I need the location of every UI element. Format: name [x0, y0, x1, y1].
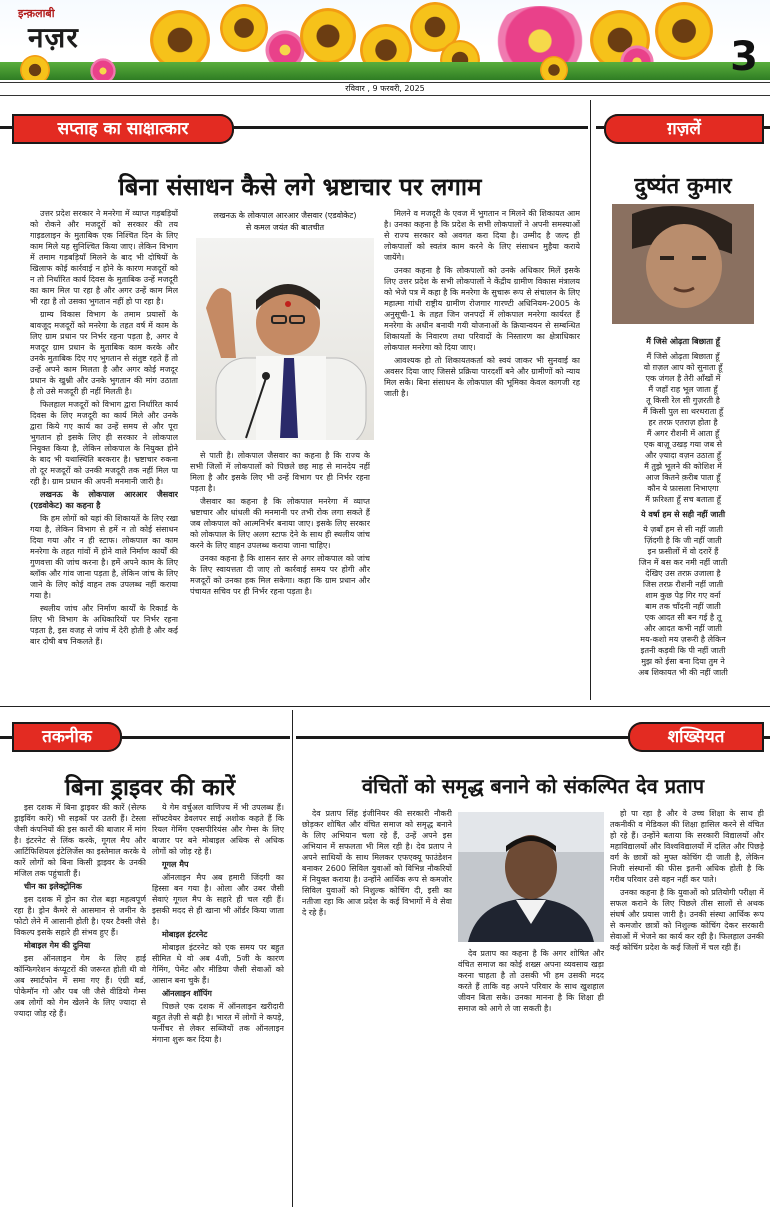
brand-tagline: इन्क़लाबी	[18, 7, 55, 20]
tech-column-2	[152, 802, 284, 1200]
poem-line: एक जंगल है तेरी आँखों में	[645, 374, 721, 383]
poem-line: ये ज़बाँ हम से सी नहीं जाती	[643, 525, 723, 534]
interview-headline: बिना संसाधन कैसे लगे भ्रष्टाचार पर लगाम	[118, 173, 482, 201]
paragraph: इस दशक में बिना ड्राइवर की कारें (सेल्फ ड्राइविंग कारें) भी सड़कों पर उतरी हैं। टेस्ला जैसी कंपनियों की इस कारों की बाजार में मांग है। इंटरनेट से लिंक करके, गूगल मैप और आर्टिफिशियल इंटेलिजेंस का इस्तेमाल करके ये कारें लोगों को बिना किसी ड्राइवर के उनकी मंजिल तक पहुंचाती हैं।	[14, 803, 146, 878]
poem-line: बाम तक चाँदनी नहीं जाती	[645, 602, 721, 611]
sunflower-graphic	[220, 4, 268, 52]
paragraph: मिलने व मजदूरी के एवज में भुगतान न मिलने की शिकायत आम है। उनका कहना है कि प्रदेश के सभी लोकपालों ने अपनी समस्याओं से राज्य सरकार को अवगत करा दिया है। उम्मीद है जल्द ही लोकपालों को स्वतंत्र काम करने के लिए संसाधन मुहैया कराये जायेंगे।	[384, 209, 580, 262]
poem-title: ये वर्षा हम से सही नहीं जाती	[640, 510, 726, 519]
section-banner-interview: सप्ताह का साक्षात्कार	[12, 114, 234, 144]
page-number: 3	[730, 34, 758, 80]
poem-line: ज़िंदगी है कि जी नहीं जाती	[644, 536, 722, 545]
column-divider	[292, 710, 293, 1207]
paragraph: इस ऑनलाइन गेम के लिए हाई कॉन्फिगरेशन कंप्यूटरों की जरूरत होती थी वो अब स्मार्टफोन में समा गए हैं। एंग्री बर्ड, पोकेमॉन गो और पब जी जैसे वीडियो गेम्स अब लोगों को गेम खेलने के लिए ज्यादा से ज्यादा जोड़ रहे हैं।	[14, 954, 146, 1018]
paragraph: उनका कहना है कि युवाओं को प्रतियोगी परीक्षा में सफल कराने के लिए पिछले तीस सालों से अथक संघर्ष और प्रयास जारी है। उनकी संस्था आर्थिक रूप से कमजोर छात्रों को निशुल्क कोचिंग देकर सरकारी सेवाओं में भेजने का कार्य कर रही है। फिलहाल उनकी कई कोचिंग प्रदेश के कई जिलों में चल रही हैं।	[610, 888, 764, 952]
paragraph: पिछले एक दशक में ऑनलाइन खरीदारी बहुत तेज़ी से बढ़ी है। भारत में लोगों ने कपड़े, फर्नीचर से लेकर सब्जियों तक ऑनलाइन मंगाना शुरू कर दिया है।	[152, 1002, 284, 1044]
paragraph: उनका कहना है कि शासन स्तर से अगर लोकपाल को जांच के लिए स्वायत्तता दी जाए तो कार्रवाई समय पर होगी और मजदूरों को उनका हक मिल सकेगा। कहा कि ग्राम प्रधान और पंचायत सचिव पर ही निर्भर रहना पड़ता है।	[190, 554, 370, 596]
lokpal-photo	[196, 238, 374, 440]
paragraph: उनका कहना है कि लोकपालों को उनके अधिकार मिलें इसके लिए उत्तर प्रदेश के सभी लोकपालों ने केंद्रीय ग्रामीण विकास मंत्रालय को भेजे पत्र में कहा है कि मनरेगा के सुचारू रूप से संचालन के लिए महात्मा गांधी राष्ट्रीय ग्रामीण रोजगार गारण्टी अधिनियम-2005 के अनुसूची-1 के तहत जिन जनपदों में लोकपाल मनरेगा कार्यरत हैं मनरेगा के अधीन बनायी गयी योजनाओं के क्रियान्वयन से सम्बन्धित शिकायतों के निवारण तथा परिवादों के निस्तारण का क्षेत्राधिकार लोकपाल मनरेगा को दिया जाए।	[384, 266, 580, 352]
paragraph: ऑनलाइन मैप अब हमारी जिंदगी का हिस्सा बन गया है। ओला और उबर जैसी सेवाएं गूगल मैप के सहारे ही चल रही हैं। इसकी मदद से ही खाना भी ऑर्डर किया जाता है।	[152, 873, 284, 926]
subheading: ऑनलाइन शॉपिंग	[162, 989, 212, 998]
poem-line: जिस तरफ़ रौशनी नहीं जाती	[642, 580, 724, 589]
paragraph: कि हम लोगों को यहां की शिकायतें के लिए रखा गया है, लेकिन विभाग से हमें न तो कोई संसाधन दिया गया और न ही स्टाफ। लोकपाल का काम मनरेगा के तहत गांवों में होने वाले निर्माण कार्यों की गुणवत्ता की जांच करना है। हमें अपने काम के लिए ब्लॉक और गांव जाना पड़ता है, लेकिन जांच के लिए जाने के लिए कोई वाहन तक उपलब्ध नहीं कराया गया है।	[30, 514, 178, 600]
sunflower-graphic	[655, 2, 713, 60]
poem-line: मुझ को ईसा बना दिया तुम ने	[641, 657, 725, 666]
profile-headline: वंचितों को समृद्ध बनाने को संकल्पित देव प्रताप	[361, 774, 705, 798]
tech-headline: बिना ड्राइवर की कारें	[64, 775, 236, 801]
sunflower-graphic	[20, 55, 50, 80]
section-divider	[0, 706, 770, 707]
poem-line: देखिए उस तरफ़ उजाला है	[645, 569, 721, 578]
paragraph: से पाती है। लोकपाल जैसवार का कहना है कि राज्य के सभी जिलों में लोकपालों को पिछले छह माह से मानदेय नहीं मिला है और इसके लिए भी उन्हें विभाग पर ही निर्भर रहना पड़ता है।	[190, 451, 370, 493]
sunflower-graphic	[540, 56, 568, 80]
poem-line: मैं तुझे भूलने की कोशिश में	[644, 462, 722, 471]
subheading: मोबाइल गेम की दुनिया	[24, 941, 91, 950]
caption-line: से कमल जयंत की बातचीत	[245, 223, 325, 232]
poet-name: दुष्यंत कुमार	[634, 174, 732, 199]
sunflower-graphic	[300, 8, 356, 64]
poem-line: एक आदत सी बन गई है तू	[644, 613, 722, 622]
poem-line: शाम कुछ पेड़ गिर गए वर्ना	[645, 591, 721, 600]
poem-line: कौन ये फ़ासला निभाएगा	[647, 484, 719, 493]
subheading: गूगल मैप	[162, 860, 189, 869]
interview-column-2	[190, 450, 370, 698]
poem-line: इन फ़सीलों में वो दरारें हैं	[647, 547, 719, 556]
poem-line: वो ग़ज़ल आप को सुनाता हूँ	[643, 363, 723, 372]
section-banner-tech: तकनीक	[12, 722, 122, 752]
paragraph: देव प्रताप सिंह इंजीनियर की सरकारी नौकरी छोड़कर शोषित और वंचित समाज को समृद्ध बनाने के लिए अभियान चला रहे हैं, उन्हें अपने इस अभियान में सफलता भी मिल रही है। देव प्रताप ने अपने साथियों के साथ मिलकर एफएक्यू फाउंडेशन बनाकर 2600 सिविल युवाओं को विभिन्न नौकरियों में नियुक्त कराया है। उन्होंने आर्थिक रूप से कमजोर सिविल युवाओं को निशुल्क कोचिंग दी, इसी का नतीजा रहा कि आज प्रदेश के कई विभागों में वे सेवा दे रहे हैं।	[302, 809, 452, 917]
poem-line: आज कितने क़रीब पाता हूँ	[645, 473, 721, 482]
paragraph: आवश्यक हो तो शिकायतकर्ता को स्वयं जाकर भी सुनवाई का अवसर दिया जाए जिससे प्रक्रिया पारदर्शी बने और ग्रामीणों को न्याय मिल सके। बिना संसाधन के लोकपाल की भूमिका केवल कागजी रह जाती है।	[384, 356, 580, 398]
poem-line: और ज़्यादा वज़न उठाता हूँ	[644, 451, 722, 460]
paragraph: देव प्रताप का कहना है कि अगर शोषित और वंचित समाज का कोई शख्स अपना व्यवसाय खड़ा करना चाहता है तो उसकी भी हम उसकी मदद करते हैं ताकि वह अपने परिवार के साथ खुशहाल जीवन बिता सके। उनका मानना है कि शिक्षा ही समाज को आगे ले जा सकती है।	[458, 949, 604, 1013]
paragraph: इस दशक में ड्रोन का रोल बड़ा महत्वपूर्ण रहा है। ड्रोन कैमरे से आसमान से जमीन के फोटो लेने में आसानी होती है। एयर टैक्सी जैसे विकल्प इसके सहारे ही संभव हुए हैं।	[14, 895, 146, 937]
poem-line: तू किसी रेल सी गुज़रती है	[646, 396, 720, 405]
profile-column-1	[302, 808, 452, 1200]
poet-photo	[612, 204, 754, 324]
poem-line: इतनी कड़वी कि पी नहीं जाती	[640, 646, 726, 655]
poem-line: और आदत कभी नहीं जाती	[644, 624, 722, 633]
paragraph: हो पा रहा है और वे उच्च शिक्षा के साथ ही तकनीकी व मेडिकल की शिक्षा हासिल करने से वंचित हो रहे हैं। उन्होंने बताया कि सरकारी विद्यालयों और महाविद्यालयों और विश्वविद्यालयों में दलित और पिछड़े वर्ग के छात्रों को मुफ्त कोचिंग दी जाती है, लेकिन निजी संस्थानों की फीस इतनी अधिक होती है कि गरीब परिवार उसे वहन नहीं कर पाते।	[610, 809, 764, 884]
paragraph: स्थलीय जांच और निर्माण कार्यों के रिकार्ड के लिए भी विभाग के अधिकारियों पर निर्भर रहना पड़ता है, इस वजह से जांच में देरी होती है और कई बार दोषी बच निकलते हैं।	[30, 604, 178, 646]
paragraph: उत्तर प्रदेश सरकार ने मनरेगा में व्याप्त गड़बड़ियों को रोकने और मजदूरों को सरकार की तय गाइडलाइन के मुताबिक एक निश्चित दिन के लिए काम मिले यह सुनिश्चित किया जाए। लेकिन विभाग में तमाम गड़बड़ियाँ मिलने के बाद भी दोषियों के खिलाफ कोई कार्रवाई न होने के कारण मजदूरों को न तो निर्धारित कार्य दिवस के मुताबिक उन्हें मजदूरी का काम मिल पा रहा है और अगर उन्हें काम मिल भी रहा है तो उसका भुगतान नहीं हो पा रहा है।	[30, 209, 178, 306]
poem-line: मैं किसी पुल सा थरथराता हूँ	[642, 407, 724, 416]
paragraph: ग्राम्य विकास विभाग के तमाम प्रयासों के बावजूद मजदूरों को मनरेगा के तहत वर्ष में काम के लिए ग्राम प्रधान पर निर्भर रहना पड़ता है, अगर वे मजदूर ग्राम प्रधान के मुताबिक काम करके और उनके मुताबिक दिए गए भुगतान से संतुष्ट रहते हैं तो उन्हें अपने काम मिलता है और अगर कोई मजदूर प्रधान के खुश्नी और उनके भुगतान की मांग उठाता है तो उसे मजदूरी ही नहीं मिलती है।	[30, 310, 178, 396]
tech-column-1	[14, 802, 146, 1200]
profile-column-2	[458, 948, 604, 1200]
poem-line: मैं अगर रौशनी में आता हूँ	[646, 429, 720, 438]
poem-line: अब शिकायत भी की नहीं जाती	[638, 668, 728, 677]
paragraph: ये गेम वर्चुअल वाणिज्य में भी उपलब्ध हैं। सॉफ्टवेयर डेवलपर साई अशोक कहते हैं कि रियल गेमिंग एक्सपीरियंस और गेम्स के लिए बाजार पर बने मोबाइल अधिक से अधिक लोगों को जोड़ रहे हैं।	[152, 803, 284, 856]
subheading: मोबाइल इंटरनेट	[162, 930, 208, 939]
dev-pratap-photo	[458, 812, 604, 942]
poem-line: जिन में बस कर नमी नहीं जाती	[638, 558, 728, 567]
poem-line: मैं फ़रिश्ता हूँ सच बताता हूँ	[645, 495, 721, 504]
subheading: लखनऊ के लोकपाल आरआर जैसवार (एडवोकेट) का कहना है	[30, 490, 178, 510]
section-banner-profile: शख्सियत	[628, 722, 764, 752]
poem-line: हर तरफ़ एतराज़ होता है	[648, 418, 718, 427]
interview-column-3	[384, 208, 580, 698]
paragraph: मोबाइल इंटरनेट को एक समय पर बहुत सीमित थे वो अब 4जी, 5जी के कारण गेमिंग, पेमेंट और मीडिया जैसी सेवाओं को आसान बना चुके हैं।	[152, 943, 284, 985]
masthead-banner	[0, 0, 770, 80]
photo-caption	[190, 210, 380, 234]
poem-line: एक बाज़ू उखड़ गया जब से	[643, 440, 723, 449]
caption-line: लखनऊ के लोकपाल आरआर जैसवार (एडवोकेट)	[213, 211, 357, 220]
sunflower-graphic	[150, 10, 210, 70]
paragraph: फिलहाल मजदूरों को विभाग द्वारा निर्धारित कार्य दिवस के लिए मजदूरी का कार्य मिले और उनके द्वारा किये गए कार्य का उन्हें समय से और पूरा भुगतान हो इसके लिए ही सरकार ने लोकपाल नियुक्त किया है, लेकिन लोकपाल के नियुक्त होने के बाद भी यथास्थिति बरकरार है। भ्रष्टाचार रुकना तो दूर मजदूरों को उनकी मजदूरी तक नहीं मिल पा रही है। ग्राम प्रधान की अपनी मनमानी जारी है।	[30, 400, 178, 486]
poem-line: मैं जहाँ राह भूल जाता हूँ	[648, 385, 718, 394]
section-banner-ghazal: ग़ज़लें	[604, 114, 764, 144]
interview-column-1	[30, 208, 178, 698]
pink-flower-graphic	[90, 58, 116, 80]
column-divider	[590, 100, 591, 700]
paragraph: जैसवार का कहना है कि लोकपाल मनरेगा में व्याप्त भ्रष्टाचार और धांधली की मनमानी पर तभी रोक लगा सकते हैं जब लोकपाल को आत्मनिर्भर बनाया जाए। इसके लिए सरकार को लोकपाल के लिए अलग स्टाफ देने के साथ ही स्थलीय जांच करने के लिए वाहन उपलब्ध कराया जाना चाहिए।	[190, 497, 370, 550]
poem-line: मैं जिसे ओढ़ता बिछाता हूँ	[646, 352, 720, 361]
poem-title: मैं जिसे ओढ़ता बिछाता हूँ	[646, 337, 720, 346]
ghazal-poems	[598, 332, 768, 702]
issue-date: रविवार , 9 फरवरी, 2025	[345, 84, 425, 93]
subheading: चीन का इलेक्ट्रोनिक	[24, 882, 82, 891]
poem-line: मय-कशो मय ज़रूरी है लेकिन	[640, 635, 726, 644]
brand-logo: नज़र	[28, 21, 79, 54]
profile-column-3	[610, 808, 764, 1200]
